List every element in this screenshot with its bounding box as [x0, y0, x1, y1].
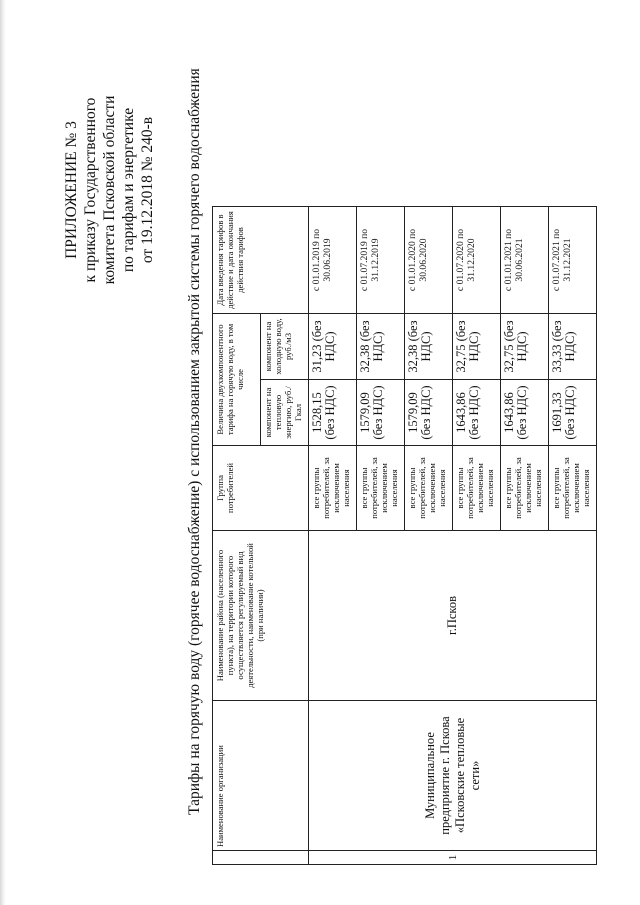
cold-water-tariff: 32,75 (без НДС): [453, 314, 501, 380]
order-header: [62, 60, 157, 320]
header-line: комитета Псковской области: [101, 95, 118, 285]
cold-water-tariff: 32,38 (без НДС): [405, 314, 453, 380]
consumer-group: все группы потребителей, за исключением населения: [357, 446, 405, 531]
thermal-tariff: 1691,33 (без НДС): [549, 380, 597, 446]
row-number: 1: [309, 851, 597, 865]
tariff-table: [212, 206, 597, 865]
tariff-period: с 01.01.2020 по 30.06.2020: [405, 207, 453, 314]
header-line: по тарифам и энергетике: [120, 107, 137, 273]
header-district: Наименование района (населенного пункта), на территории которого осуществляется регулируемый вид деятельности, наименование котельной (при наличии): [213, 531, 309, 701]
thermal-tariff: 1579,09 (без НДС): [357, 380, 405, 446]
organization-name: Муниципальное предприятие г. Пскова «Псковские тепловые сети»: [309, 701, 597, 851]
header-line: ПРИЛОЖЕНИЕ № 3: [63, 121, 80, 259]
cold-water-tariff: 33,33 (без НДС): [549, 314, 597, 380]
tariff-period: с 01.07.2019 по 31.12.2019: [357, 207, 405, 314]
header-tariff: Величина двухкомпонентного тарифа на горячую воду, в том числе: [213, 314, 261, 446]
header-cold-water-component: компонент на холодную воду, руб./м3: [261, 314, 309, 380]
header-thermal-component: компонент на тепловую энергию, руб./Гкал: [261, 380, 309, 446]
header-line: от 19.12.2018 № 240-в: [139, 116, 156, 264]
thermal-tariff: 1579,09 (без НДС): [405, 380, 453, 446]
cold-water-tariff: 31,23 (без НДС): [309, 314, 357, 380]
document-title: Тарифы на горячую воду (горячее водоснабжение) с использованием закрытой системы горячего водоснабжения: [186, 68, 203, 815]
table-row: [309, 207, 357, 865]
consumer-group: все группы потребителей, за исключением населения: [453, 446, 501, 531]
consumer-group: все группы потребителей, за исключением населения: [501, 446, 549, 531]
header-group: Группа потребителей: [213, 446, 309, 531]
consumer-group: все группы потребителей, за исключением населения: [405, 446, 453, 531]
tariff-period: с 01.07.2020 по 31.12.2020: [453, 207, 501, 314]
tariff-period: с 01.07.2021 по 31.12.2021: [549, 207, 597, 314]
header-row: [213, 207, 261, 865]
tariff-period: с 01.01.2019 по 30.06.2019: [309, 207, 357, 314]
cold-water-tariff: 32,75 (без НДС): [501, 314, 549, 380]
thermal-tariff: 1643,86 (без НДС): [501, 380, 549, 446]
header-organization: Наименование организации: [213, 701, 309, 851]
district-name: г.Псков: [309, 531, 597, 701]
thermal-tariff: 1528,15 (без НДС): [309, 380, 357, 446]
header-line: к приказу Государственного: [82, 97, 99, 283]
consumer-group: все группы потребителей, за исключением населения: [549, 446, 597, 531]
tariff-period: с 01.01.2021 по 30.06.2021: [501, 207, 549, 314]
header-number: [213, 851, 309, 865]
thermal-tariff: 1643,86 (без НДС): [453, 380, 501, 446]
cold-water-tariff: 32,38 (без НДС): [357, 314, 405, 380]
consumer-group: все группы потребителей, за исключением населения: [309, 446, 357, 531]
header-dates: Дата введения тарифов в действие и дата окончания действия тарифов: [213, 207, 309, 314]
